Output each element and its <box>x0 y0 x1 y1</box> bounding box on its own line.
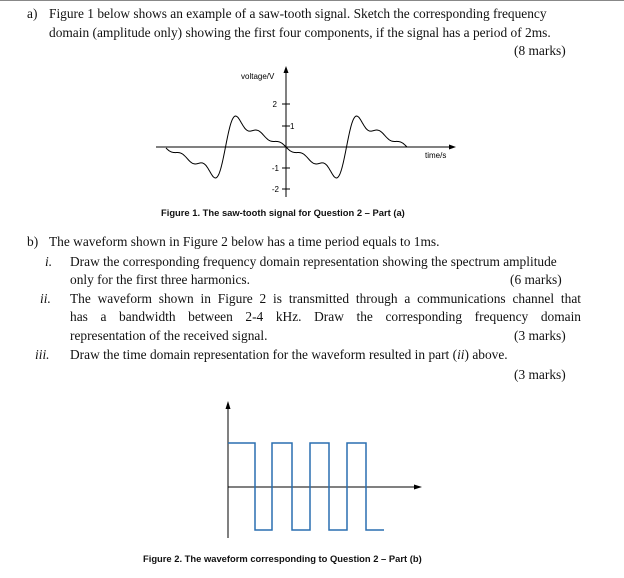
item-iii-text-end: ) above. <box>464 347 508 362</box>
item-i-line-2: only for the first three harmonics. <box>70 272 250 287</box>
item-i-marks: (6 marks) <box>510 272 562 287</box>
item-ii-line-3: representation of the received signal. <box>70 328 268 343</box>
part-a-line-2: domain (amplitude only) showing the first four components, if the signal has a period of 2ms. <box>49 25 551 40</box>
item-ii-line-2: has a bandwidth between 2-4 kHz. Draw the corresponding frequency domain <box>70 309 581 324</box>
item-iii-number: iii. <box>35 347 50 362</box>
part-a-label: a) <box>27 6 38 21</box>
part-b-label: b) <box>27 234 39 249</box>
item-iii-text-italic: ii <box>457 347 465 362</box>
figure-1-tick-label-2: 2 <box>272 100 277 109</box>
part-b-intro: The waveform shown in Figure 2 below has a time period equals to 1ms. <box>49 234 440 249</box>
figure-1-y-label: voltage/V <box>241 72 275 81</box>
figure-2-y-arrow <box>226 401 231 409</box>
part-a-marks: (8 marks) <box>514 43 566 58</box>
figure-1-tick-label-1: 1 <box>290 122 295 131</box>
figure-1-x-label: time/s <box>425 151 447 160</box>
figure-2-caption: Figure 2. The waveform corresponding to Question 2 – Part (b) <box>143 553 422 564</box>
figure-1-tick-label-neg2: -2 <box>271 185 279 194</box>
item-i-number: i. <box>45 254 53 269</box>
part-a-line-1: Figure 1 below shows an example of a saw-tooth signal. Sketch the corresponding frequency <box>49 6 547 21</box>
item-ii-number: ii. <box>40 291 51 306</box>
item-i-line-1: Draw the corresponding frequency domain representation showing the spectrum amplitude <box>70 254 557 269</box>
figure-1-tick-label-neg1: -1 <box>271 164 279 173</box>
figure-2-x-arrow <box>414 485 422 490</box>
item-iii-marks: (3 marks) <box>514 367 566 382</box>
item-iii-text-start: Draw the time domain representation for the waveform resulted in part ( <box>70 347 458 362</box>
item-ii-line-1: The waveform shown in Figure 2 is transmitted through a communications channel that <box>70 291 581 306</box>
figure-1-caption: Figure 1. The saw-tooth signal for Question 2 – Part (a) <box>161 207 405 218</box>
item-ii-marks: (3 marks) <box>514 328 566 343</box>
